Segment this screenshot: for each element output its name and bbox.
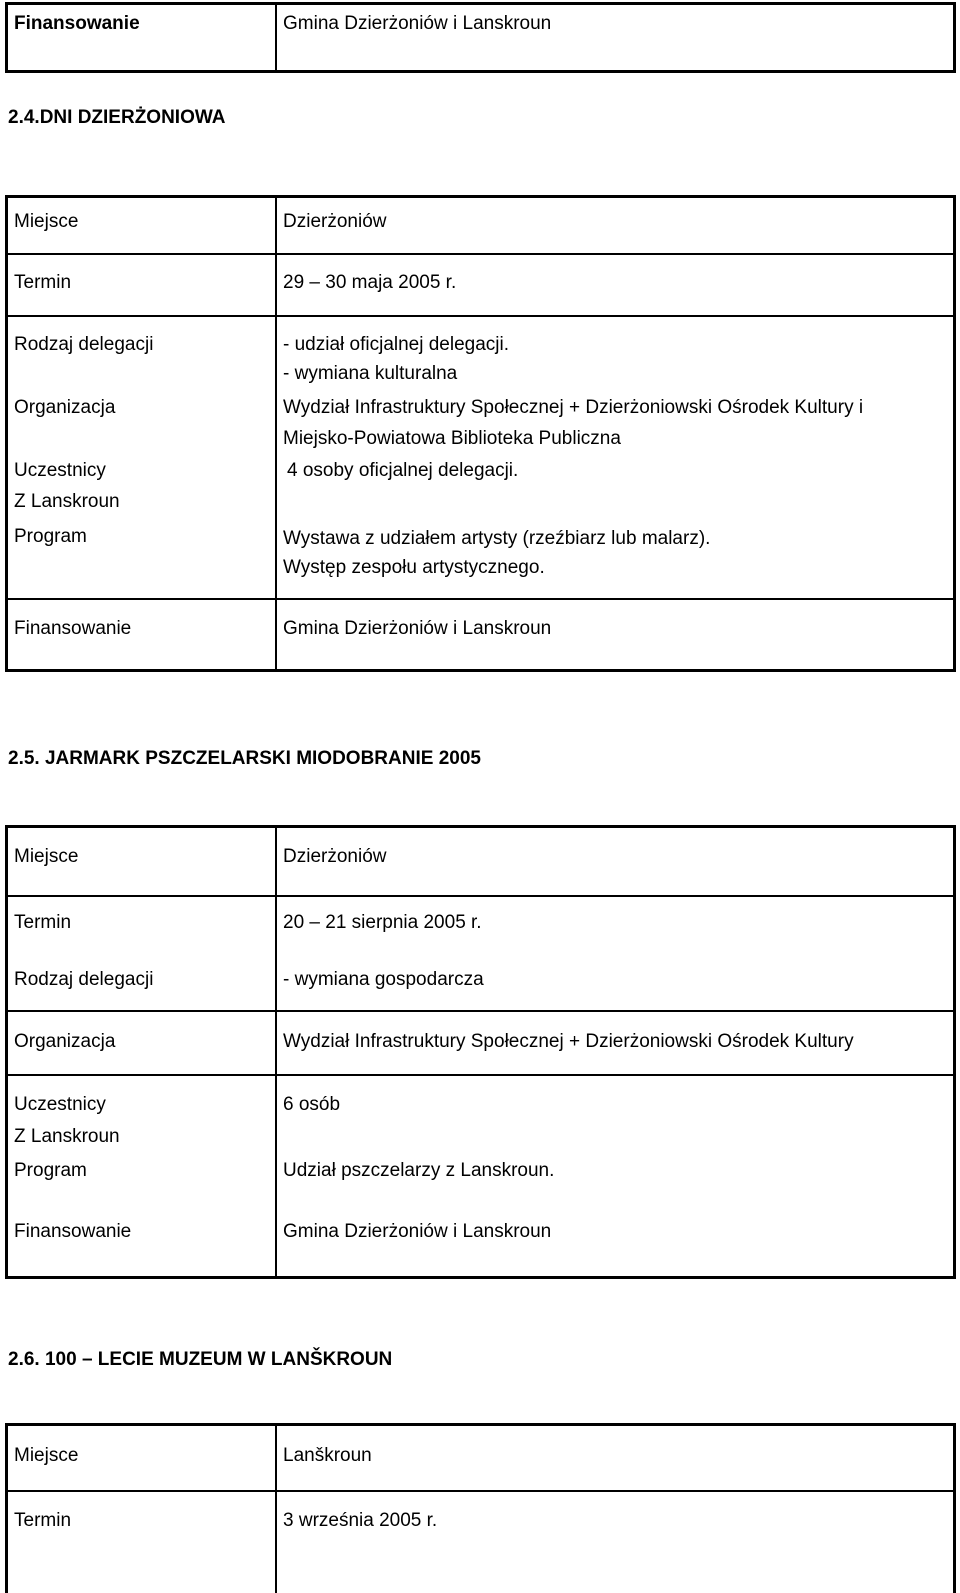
z-lanskroun-label: Z Lanskroun (14, 491, 120, 512)
row-divider (8, 598, 953, 600)
finansowanie-value: Gmina Dzierżoniów i Lanskroun (283, 13, 552, 34)
organizacja-value-2: Miejsko-Powiatowa Biblioteka Publiczna (283, 428, 621, 449)
organizacja-label: Organizacja (14, 397, 116, 418)
organizacja-label: Organizacja (14, 1031, 116, 1052)
finansowanie-value: Gmina Dzierżoniów i Lanskroun (283, 618, 552, 639)
finansowanie-label: Finansowanie (14, 13, 140, 34)
row-divider (8, 315, 953, 317)
miejsce-label: Miejsce (14, 1445, 79, 1466)
termin-label: Termin (14, 912, 72, 933)
termin-value: 20 – 21 sierpnia 2005 r. (283, 912, 482, 933)
organizacja-value: Wydział Infrastruktury Społecznej + Dzierżoniowski Ośrodek Kultury (283, 1031, 854, 1052)
row-divider (8, 1010, 953, 1012)
program-label: Program (14, 526, 87, 547)
z-lanskroun-label: Z Lanskroun (14, 1126, 120, 1147)
miejsce-value: Dzierżoniów (283, 211, 387, 232)
table-top-fragment (5, 2, 956, 73)
uczestnicy-label: Uczestnicy (14, 1094, 106, 1115)
section-heading-2-6: 2.6. 100 – LECIE MUZEUM W LANŠKROUN (8, 1349, 393, 1370)
uczestnicy-value: 4 osoby oficjalnej delegacji. (287, 460, 519, 481)
table-2-4 (5, 195, 956, 672)
termin-label: Termin (14, 1510, 72, 1531)
rodzaj-delegacji-label: Rodzaj delegacji (14, 334, 154, 355)
miejsce-value: Lanškroun (283, 1445, 372, 1466)
termin-value: 29 – 30 maja 2005 r. (283, 272, 457, 293)
uczestnicy-label: Uczestnicy (14, 460, 106, 481)
table-2-5 (5, 825, 956, 1279)
finansowanie-value: Gmina Dzierżoniów i Lanskroun (283, 1221, 552, 1242)
termin-value: 3 września 2005 r. (283, 1510, 438, 1531)
miejsce-label: Miejsce (14, 846, 79, 867)
uczestnicy-value: 6 osób (283, 1094, 341, 1115)
program-value-1: Wystawa z udziałem artysty (rzeźbiarz lub malarz). (283, 528, 711, 549)
column-divider (275, 5, 277, 70)
miejsce-label: Miejsce (14, 211, 79, 232)
column-divider (275, 1426, 277, 1593)
section-heading-2-4: 2.4.DNI DZIERŻONIOWA (8, 107, 226, 128)
miejsce-value: Dzierżoniów (283, 846, 387, 867)
row-divider (8, 1490, 953, 1492)
termin-label: Termin (14, 272, 72, 293)
organizacja-value-1: Wydział Infrastruktury Społecznej + Dzierżoniowski Ośrodek Kultury i (283, 397, 864, 418)
rodzaj-delegacji-value-2: - wymiana kulturalna (283, 363, 458, 384)
rodzaj-delegacji-value: - wymiana gospodarcza (283, 969, 484, 990)
row-divider (8, 253, 953, 255)
rodzaj-delegacji-value-1: - udział oficjalnej delegacji. (283, 334, 510, 355)
program-value: Udział pszczelarzy z Lanskroun. (283, 1160, 555, 1181)
rodzaj-delegacji-label: Rodzaj delegacji (14, 969, 154, 990)
row-divider (8, 1074, 953, 1076)
program-value-2: Występ zespołu artystycznego. (283, 557, 545, 578)
row-divider (8, 895, 953, 897)
section-heading-2-5: 2.5. JARMARK PSZCZELARSKI MIODOBRANIE 2005 (8, 748, 481, 769)
program-label: Program (14, 1160, 87, 1181)
finansowanie-label: Finansowanie (14, 618, 132, 639)
table-2-6 (5, 1423, 956, 1593)
finansowanie-label: Finansowanie (14, 1221, 132, 1242)
